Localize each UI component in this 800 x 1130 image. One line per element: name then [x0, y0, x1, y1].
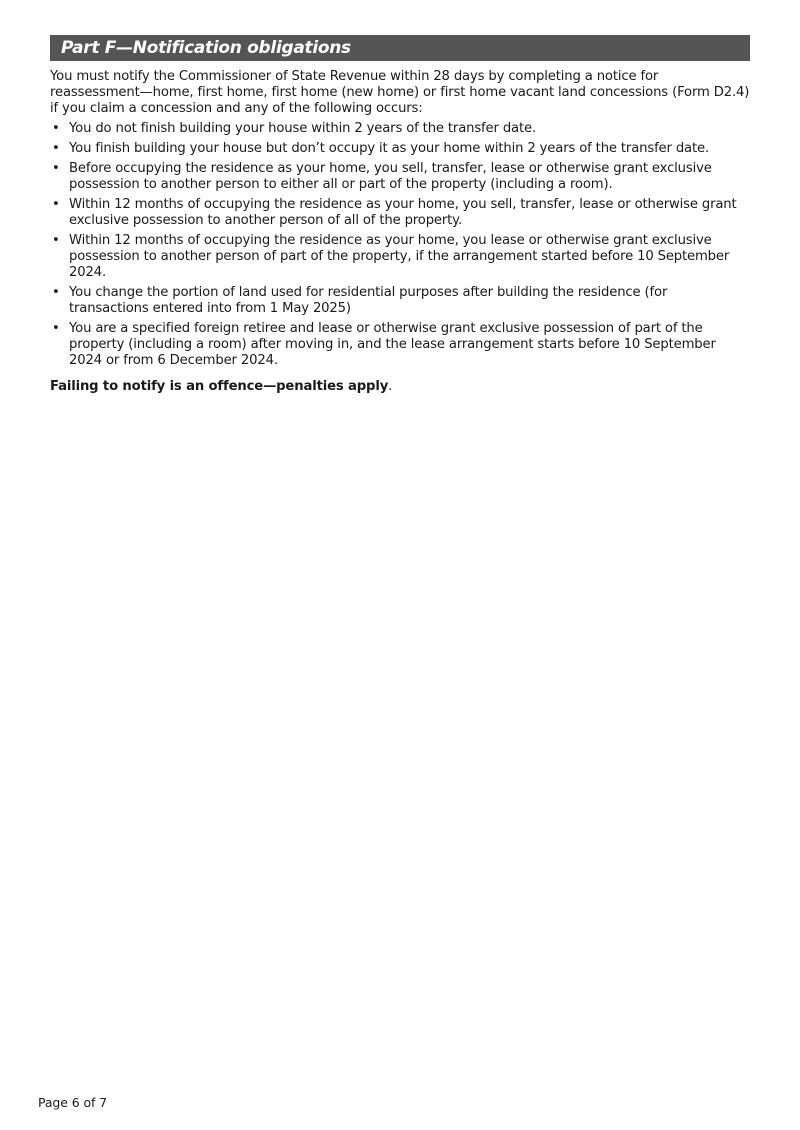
- page-number: Page 6 of 7: [38, 1095, 108, 1110]
- bullet-icon: •: [52, 161, 60, 176]
- penalty-warning-period: .: [388, 379, 393, 394]
- list-item: [50, 285, 750, 317]
- bullet-icon: •: [52, 141, 60, 156]
- list-item-text: Within 12 months of occupying the residence as your home, you lease or otherwise grant exclusive possession to another person of part of the property, if the arrangement started before 10 September 2024.: [69, 233, 730, 280]
- list-item-text: You finish building your house but don’t occupy it as your home within 2 years of the transfer date.: [69, 141, 710, 156]
- bullet-icon: •: [52, 321, 60, 336]
- intro-paragraph: You must notify the Commissioner of State Revenue within 28 days by completing a notice for reassessment—home, first home, first home (new home) or first home vacant land concessions (Form D2.4) if you claim a concession and any of the following occurs:: [50, 69, 750, 116]
- list-item-text: You do not finish building your house within 2 years of the transfer date.: [69, 121, 537, 136]
- list-item: [50, 321, 750, 369]
- list-item-text: You are a specified foreign retiree and lease or otherwise grant exclusive possession of part of the property (including a room) after moving in, and the lease arrangement starts before 10 September 2024 or from 6 December 2024.: [69, 321, 716, 368]
- list-item: [50, 141, 750, 157]
- list-item-text: You change the portion of land used for residential purposes after building the residence (for transactions entered into from 1 May 2025): [69, 285, 668, 316]
- list-item-text: Before occupying the residence as your home, you sell, transfer, lease or otherwise grant exclusive possession to another person to either all or part of the property (including a room).: [69, 161, 712, 192]
- bullet-icon: •: [52, 197, 60, 212]
- notification-obligations-section: [50, 35, 750, 408]
- list-item: [50, 121, 750, 137]
- bullet-icon: •: [52, 233, 60, 248]
- list-item: [50, 161, 750, 193]
- penalty-warning-text: Failing to notify is an offence—penalties apply: [50, 379, 389, 394]
- bullet-icon: •: [52, 285, 60, 300]
- bullet-icon: •: [52, 121, 60, 136]
- section-heading: Part F—Notification obligations: [50, 35, 750, 61]
- penalty-warning: [50, 379, 750, 395]
- list-item: [50, 233, 750, 281]
- list-item-text: Within 12 months of occupying the residence as your home, you sell, transfer, lease or otherwise grant exclusive possession to another person of all of the property.: [69, 197, 737, 228]
- list-item: [50, 197, 750, 229]
- obligations-list: [50, 121, 750, 369]
